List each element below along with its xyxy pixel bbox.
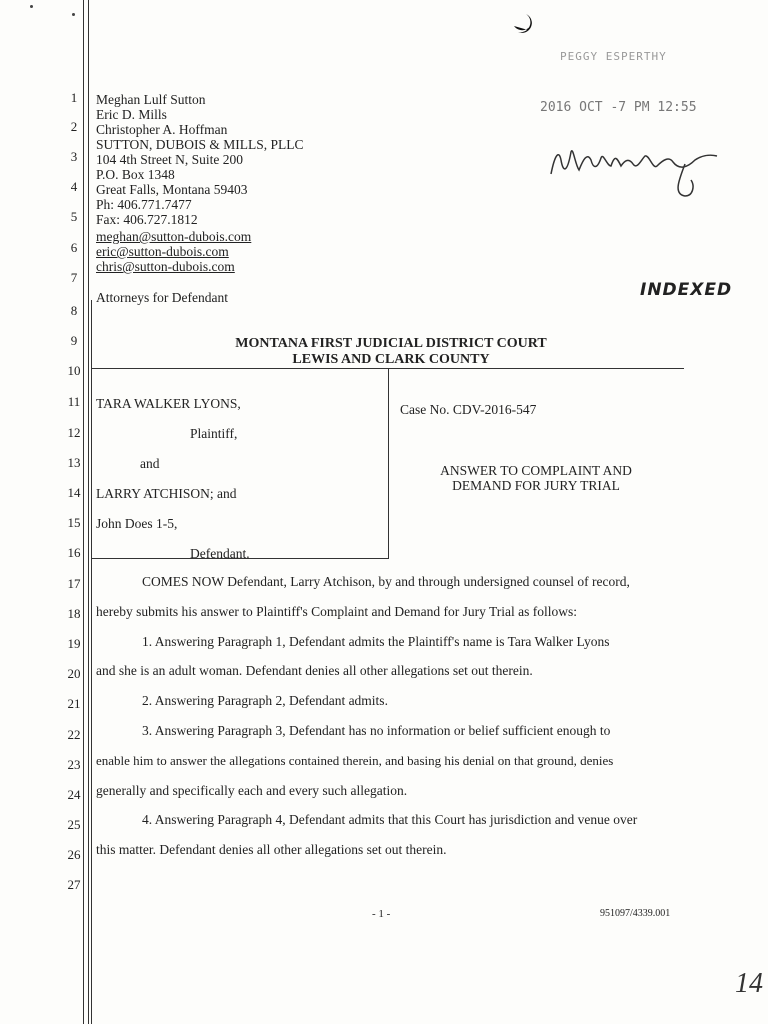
firm-city: Great Falls, Montana 59403 <box>96 182 248 197</box>
plaintiff-label: Plaintiff, <box>190 426 238 441</box>
line-number: 20 <box>67 666 81 681</box>
line-number: 24 <box>67 787 81 802</box>
line-number: 4 <box>70 179 78 194</box>
attorney-name: Eric D. Mills <box>96 107 167 122</box>
body-line: and she is an adult woman. Defendant denies all other allegations set out therein. <box>96 663 533 678</box>
email-link[interactable]: meghan@sutton-dubois.com <box>96 229 252 244</box>
line-number: 10 <box>67 363 81 378</box>
line-number: 12 <box>67 425 81 440</box>
line-number: 13 <box>67 455 81 470</box>
body-line: 1. Answering Paragraph 1, Defendant admits the Plaintiff's name is Tara Walker Lyons <box>142 634 610 649</box>
document-title: ANSWER TO COMPLAINT AND <box>440 463 632 478</box>
email-link[interactable]: eric@sutton-dubois.com <box>96 244 229 259</box>
line-number: 6 <box>70 240 78 255</box>
body-line: 4. Answering Paragraph 4, Defendant admits that this Court has jurisdiction and venue over <box>142 812 638 827</box>
page-number: - 1 - <box>372 908 391 920</box>
defendant-label: Defendant. <box>190 546 250 561</box>
scan-dot <box>30 5 33 8</box>
firm-name: SUTTON, DUBOIS & MILLS, PLLC <box>96 137 304 152</box>
body-line: hereby submits his answer to Plaintiff's Complaint and Demand for Jury Trial as follows: <box>96 604 578 619</box>
scan-dot <box>72 13 75 16</box>
caption-divider <box>388 368 389 558</box>
line-number: 19 <box>67 636 81 651</box>
firm-po-box: P.O. Box 1348 <box>96 167 175 182</box>
line-number: 8 <box>70 303 78 318</box>
firm-address: 104 4th Street N, Suite 200 <box>96 152 243 167</box>
document-id: 951097/4339.001 <box>600 908 671 919</box>
case-number: Case No. CDV-2016-547 <box>400 402 537 417</box>
plaintiff-name: TARA WALKER LYONS, <box>96 396 241 411</box>
line-number: 16 <box>67 545 81 560</box>
clerk-stamp: PEGGY ESPERTHY <box>560 50 667 63</box>
attorney-name: Meghan Lulf Sutton <box>96 92 206 107</box>
firm-phone: Ph: 406.771.7477 <box>96 197 192 212</box>
document-title: DEMAND FOR JURY TRIAL <box>452 478 620 493</box>
margin-rule-left-third <box>91 300 92 1024</box>
line-number: 3 <box>70 149 78 164</box>
line-number: 21 <box>67 696 81 711</box>
line-number: 22 <box>67 727 81 742</box>
email-link[interactable]: chris@sutton-dubois.com <box>96 259 235 274</box>
handwritten-page-mark: 14 <box>735 968 763 999</box>
line-number: 26 <box>67 847 81 862</box>
line-number: 14 <box>67 485 81 500</box>
caption-and: and <box>140 456 160 471</box>
line-number: 7 <box>70 270 78 285</box>
court-county: LEWIS AND CLARK COUNTY <box>292 352 490 367</box>
line-number: 27 <box>67 877 81 892</box>
body-line: enable him to answer the allegations contained therein, and basing his denial on that ground, denies <box>96 753 614 768</box>
line-number: 15 <box>67 515 81 530</box>
clerk-signature <box>545 130 725 210</box>
margin-rule-left-inner <box>88 0 89 1024</box>
attorney-name: Christopher A. Hoffman <box>96 122 228 137</box>
line-number: 2 <box>70 119 78 134</box>
defendant-name: LARRY ATCHISON; and <box>96 486 237 501</box>
line-number: 25 <box>67 817 81 832</box>
line-number: 9 <box>70 333 78 348</box>
indexed-stamp: INDEXED <box>640 280 733 300</box>
body-line: 2. Answering Paragraph 2, Defendant admits. <box>142 693 388 708</box>
line-number: 17 <box>67 576 81 591</box>
punch-hole-icon <box>508 12 536 36</box>
filed-date-stamp: 2016 OCT -7 PM 12:55 <box>540 100 697 115</box>
line-number: 11 <box>67 394 81 409</box>
line-number: 1 <box>70 90 78 105</box>
punch-hole-icon <box>263 14 289 38</box>
court-name: MONTANA FIRST JUDICIAL DISTRICT COURT <box>235 336 547 351</box>
john-does: John Does 1-5, <box>96 516 178 531</box>
firm-fax: Fax: 406.727.1812 <box>96 212 198 227</box>
body-line: this matter. Defendant denies all other allegations set out therein. <box>96 842 447 857</box>
line-number: 18 <box>67 606 81 621</box>
body-line: COMES NOW Defendant, Larry Atchison, by and through undersigned counsel of record, <box>142 574 630 589</box>
attorneys-for: Attorneys for Defendant <box>96 290 228 305</box>
line-number: 23 <box>67 757 81 772</box>
body-line: 3. Answering Paragraph 3, Defendant has no information or belief sufficient enough to <box>142 723 611 738</box>
line-number: 5 <box>70 209 78 224</box>
body-line: generally and specifically each and every such allegation. <box>96 783 408 798</box>
